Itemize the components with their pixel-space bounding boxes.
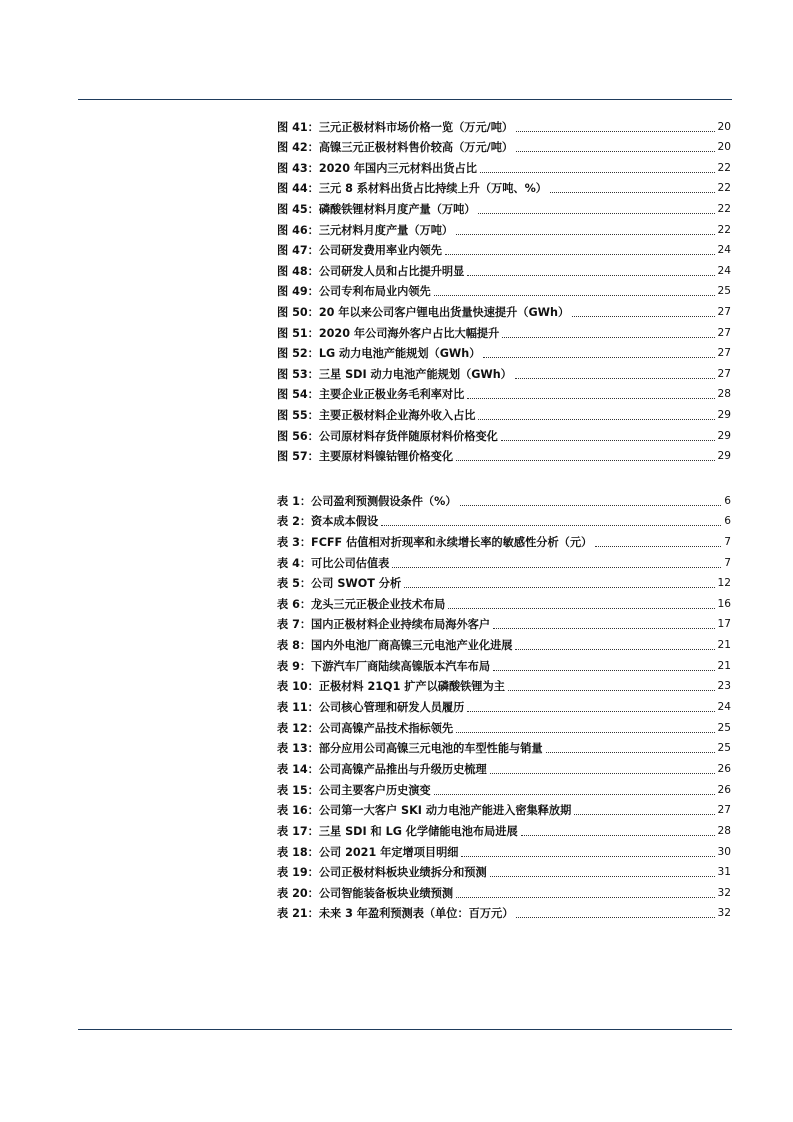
entry-page: 6 — [724, 494, 731, 507]
entry-title: 表 14：公司高镍产品推出与升级历史梳理 — [277, 762, 487, 776]
toc-entry-figure-48[interactable] — [277, 258, 731, 279]
toc-entry-table-2[interactable] — [277, 509, 731, 530]
entry-page: 22 — [717, 161, 731, 174]
entry-page: 27 — [717, 347, 731, 360]
entry-page: 23 — [717, 680, 731, 693]
toc-entry-table-4[interactable] — [277, 550, 731, 571]
entry-title: 图 46：三元材料月度产量（万吨） — [277, 223, 454, 237]
entry-page: 25 — [717, 742, 731, 755]
entry-page: 20 — [717, 141, 731, 154]
dot-leader — [478, 419, 714, 420]
toc-entry-figure-57[interactable] — [277, 444, 731, 465]
toc-entry-table-17[interactable] — [277, 818, 731, 839]
entry-title: 表 6：龙头三元正极企业技术布局 — [277, 597, 446, 611]
entry-page: 22 — [717, 202, 731, 215]
dot-leader — [493, 628, 714, 629]
dot-leader — [392, 567, 721, 568]
dot-leader — [508, 690, 715, 691]
entry-title: 表 18：公司 2021 年定增项目明细 — [277, 845, 459, 859]
toc-entry-figure-55[interactable] — [277, 402, 731, 423]
entry-page: 7 — [724, 556, 731, 569]
toc-entry-table-1[interactable] — [277, 488, 731, 509]
dot-leader — [521, 835, 715, 836]
entry-page: 29 — [717, 408, 731, 421]
header-rule — [78, 99, 732, 100]
dot-leader — [516, 917, 714, 918]
dot-leader — [445, 254, 715, 255]
entry-page: 27 — [717, 367, 731, 380]
entry-title: 表 17：三星 SDI 和 LG 化学储能电池布局进展 — [277, 824, 518, 838]
entry-title: 表 15：公司主要客户历史演变 — [277, 783, 431, 797]
entry-page: 21 — [717, 639, 731, 652]
toc-entry-table-16[interactable] — [277, 798, 731, 819]
figure-list — [277, 114, 731, 464]
toc-entry-table-19[interactable] — [277, 860, 731, 881]
entry-title: 图 57：主要原材料镍钴锂价格变化 — [277, 450, 454, 464]
entry-title: 图 54：主要企业正极业务毛利率对比 — [277, 388, 465, 402]
toc-entry-figure-53[interactable] — [277, 361, 731, 382]
table-list — [277, 488, 731, 921]
toc-entry-table-14[interactable] — [277, 756, 731, 777]
dot-leader — [480, 172, 715, 173]
dot-leader — [456, 732, 714, 733]
entry-page: 27 — [717, 804, 731, 817]
entry-page: 26 — [717, 783, 731, 796]
entry-title: 表 7：国内正极材料企业持续布局海外客户 — [277, 618, 491, 632]
entry-page: 29 — [717, 450, 731, 463]
toc-entry-figure-51[interactable] — [277, 320, 731, 341]
dot-leader — [501, 440, 715, 441]
toc-entry-table-12[interactable] — [277, 715, 731, 736]
entry-title: 表 4：可比公司估值表 — [277, 556, 390, 570]
entry-title: 表 1：公司盈利预测假设条件（%） — [277, 494, 457, 508]
dot-leader — [381, 525, 721, 526]
entry-title: 图 50：20 年以来公司客户锂电出货量快速提升（GWh） — [277, 305, 570, 319]
entry-title: 表 13：部分应用公司高镍三元电池的车型性能与销量 — [277, 742, 543, 756]
entry-page: 32 — [717, 907, 731, 920]
entry-title: 图 55：主要正极材料企业海外收入占比 — [277, 408, 476, 422]
dot-leader — [467, 398, 714, 399]
entry-title: 表 21：未来 3 年盈利预测表（单位：百万元） — [277, 907, 514, 921]
entry-page: 25 — [717, 721, 731, 734]
entry-title: 图 52：LG 动力电池产能规划（GWh） — [277, 347, 481, 361]
entry-page: 21 — [717, 659, 731, 672]
dot-leader — [550, 192, 715, 193]
entry-page: 26 — [717, 762, 731, 775]
dot-leader — [483, 357, 714, 358]
entry-title: 表 8：国内外电池厂商高镍三元电池产业化进展 — [277, 639, 513, 653]
entry-page: 30 — [717, 845, 731, 858]
dot-leader — [456, 234, 714, 235]
dot-leader — [448, 608, 714, 609]
entry-title: 图 41：三元正极材料市场价格一览（万元/吨） — [277, 120, 514, 134]
dot-leader — [434, 794, 715, 795]
toc-entry-table-15[interactable] — [277, 777, 731, 798]
entry-page: 25 — [717, 285, 731, 298]
toc-entry-figure-44[interactable] — [277, 176, 731, 197]
entry-page: 12 — [717, 577, 731, 590]
dot-leader — [595, 546, 721, 547]
toc-entry-table-11[interactable] — [277, 694, 731, 715]
dot-leader — [516, 151, 714, 152]
toc-entry-table-13[interactable] — [277, 736, 731, 757]
entry-page: 22 — [717, 223, 731, 236]
entry-title: 表 12：公司高镍产品技术指标领先 — [277, 721, 454, 735]
entry-title: 图 51：2020 年公司海外客户占比大幅提升 — [277, 326, 500, 340]
toc-entry-figure-42[interactable] — [277, 135, 731, 156]
dot-leader — [460, 505, 722, 506]
dot-leader — [516, 131, 714, 132]
entry-page: 24 — [717, 244, 731, 257]
dot-leader — [515, 649, 714, 650]
dot-leader — [572, 316, 714, 317]
toc-entry-table-18[interactable] — [277, 839, 731, 860]
toc-entry-table-9[interactable] — [277, 653, 731, 674]
entry-page: 27 — [717, 305, 731, 318]
entry-title: 表 16：公司第一大客户 SKI 动力电池产能进入密集释放期 — [277, 804, 572, 818]
toc-entry-table-6[interactable] — [277, 591, 731, 612]
dot-leader — [546, 752, 715, 753]
dot-leader — [502, 337, 714, 338]
entry-title: 图 47：公司研发费用率业内领先 — [277, 244, 442, 258]
entry-page: 6 — [724, 515, 731, 528]
entry-page: 17 — [717, 618, 731, 631]
entry-page: 28 — [717, 388, 731, 401]
toc-entry-table-10[interactable] — [277, 674, 731, 695]
toc-entry-figure-46[interactable] — [277, 217, 731, 238]
dot-leader — [490, 876, 715, 877]
entry-title: 图 43：2020 年国内三元材料出货占比 — [277, 161, 477, 175]
dot-leader — [574, 814, 714, 815]
entry-page: 29 — [717, 429, 731, 442]
toc-entry-table-20[interactable] — [277, 880, 731, 901]
dot-leader — [467, 275, 714, 276]
entry-title: 图 56：公司原材料存货伴随原材料价格变化 — [277, 429, 498, 443]
entry-title: 图 44：三元 8 系材料出货占比持续上升（万吨、%） — [277, 182, 547, 196]
toc-entry-figure-45[interactable] — [277, 196, 731, 217]
entry-title: 表 2：资本成本假设 — [277, 515, 379, 529]
entry-title: 表 3：FCFF 估值相对折现率和永续增长率的敏感性分析（元） — [277, 535, 593, 549]
entry-page: 24 — [717, 701, 731, 714]
dot-leader — [490, 773, 715, 774]
entry-page: 24 — [717, 264, 731, 277]
entry-title: 图 42：高镍三元正极材料售价较高（万元/吨） — [277, 141, 514, 155]
entry-title: 表 19：公司正极材料板块业绩拆分和预测 — [277, 866, 487, 880]
entry-page: 7 — [724, 535, 731, 548]
entry-title: 图 49：公司专利布局业内领先 — [277, 285, 431, 299]
entry-page: 28 — [717, 824, 731, 837]
entry-title: 表 10：正极材料 21Q1 扩产以磷酸铁锂为主 — [277, 680, 505, 694]
footer-rule — [78, 1029, 732, 1030]
toc-entry-figure-50[interactable] — [277, 299, 731, 320]
dot-leader — [478, 213, 714, 214]
dot-leader — [461, 856, 714, 857]
toc-entry-table-8[interactable] — [277, 632, 731, 653]
entry-page: 31 — [717, 866, 731, 879]
dot-leader — [404, 587, 714, 588]
entry-page: 27 — [717, 326, 731, 339]
toc-entry-figure-49[interactable] — [277, 279, 731, 300]
entry-page: 22 — [717, 182, 731, 195]
dot-leader — [493, 670, 714, 671]
entry-page: 16 — [717, 597, 731, 610]
entry-title: 表 5：公司 SWOT 分析 — [277, 577, 402, 591]
entry-title: 表 20：公司智能装备板块业绩预测 — [277, 886, 454, 900]
toc-entry-figure-41[interactable] — [277, 114, 731, 135]
entry-title: 图 53：三星 SDI 动力电池产能规划（GWh） — [277, 367, 512, 381]
toc-entry-figure-43[interactable] — [277, 155, 731, 176]
toc-entry-table-5[interactable] — [277, 571, 731, 592]
toc-entry-table-7[interactable] — [277, 612, 731, 633]
toc-entry-figure-47[interactable] — [277, 238, 731, 259]
toc-entry-table-21[interactable] — [277, 901, 731, 922]
toc-entry-figure-54[interactable] — [277, 382, 731, 403]
dot-leader — [456, 897, 714, 898]
toc-entry-figure-56[interactable] — [277, 423, 731, 444]
entry-title: 图 48：公司研发人员和占比提升明显 — [277, 264, 465, 278]
toc-entry-figure-52[interactable] — [277, 341, 731, 362]
entry-title: 表 9：下游汽车厂商陆续高镍版本汽车布局 — [277, 659, 491, 673]
dot-leader — [515, 378, 715, 379]
entry-title: 表 11：公司核心管理和研发人员履历 — [277, 701, 465, 715]
toc-entry-table-3[interactable] — [277, 529, 731, 550]
entry-page: 32 — [717, 886, 731, 899]
dot-leader — [434, 295, 715, 296]
entry-page: 20 — [717, 120, 731, 133]
entry-title: 图 45：磷酸铁锂材料月度产量（万吨） — [277, 202, 476, 216]
dot-leader — [467, 711, 714, 712]
dot-leader — [456, 460, 714, 461]
